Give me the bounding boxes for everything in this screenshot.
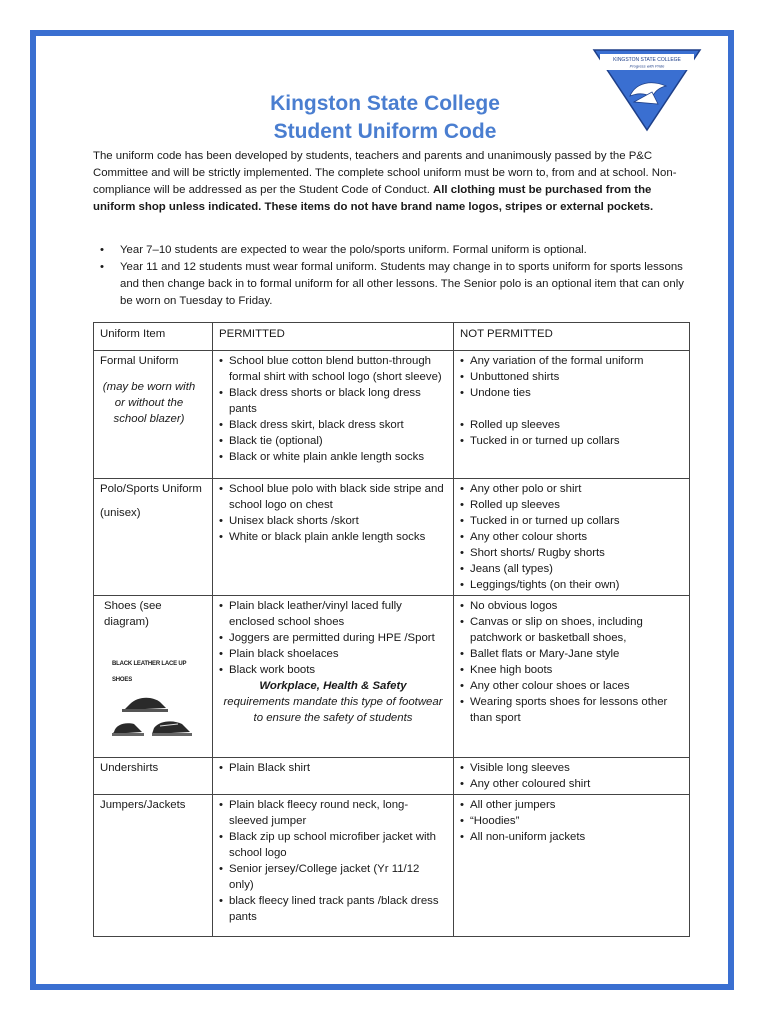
row-item-cell [94,795,213,937]
list-item: • Any other polo or shirt [460,481,683,497]
list-item: • School blue cotton blend button-through formal shirt with school logo (short sleeve) [219,353,447,385]
shoe-icon [108,688,198,748]
row-item-cell [94,351,213,479]
list-item: • Joggers are permitted during HPE /Sport [219,630,447,646]
list-item: • Leggings/tights (on their own) [460,577,683,593]
whs-text: requirements mandate this type of footwear to ensure the safety of students [223,696,443,724]
not-permitted-cell [454,758,690,795]
list-item: • All other jumpers [460,797,683,813]
row-item-cell [94,596,213,758]
row-item-note: (unisex) [100,507,141,519]
header-not-permitted: NOT PERMITTED [454,323,690,351]
list-item: • Tucked in or turned up collars [460,513,683,529]
list-item: • Plain black leather/vinyl laced fully enclosed school shoes [219,598,447,630]
year-rule-item: • Year 11 and 12 students must wear formal uniform. Students may change in to sports uniform for sports lessons and then change back in to formal uniform for all other lessons. The Senior polo is an optional item that can only be worn on Tuesday to Friday. [100,261,684,307]
list-item: • Any variation of the formal uniform [460,353,683,369]
logo-name-text: KINGSTON STATE COLLEGE [613,57,681,63]
whs-title: Workplace, Health & Safety [259,680,407,692]
permitted-cell [213,795,454,937]
permitted-cell [213,596,454,758]
list-item: • Plain black shoelaces [219,646,447,662]
list-item: • Canvas or slip on shoes, including patchwork or basketball shoes, [460,614,683,646]
table-row [94,596,690,758]
list-item: • Knee high boots [460,662,683,678]
list-item: • Any other colour shorts [460,529,683,545]
list-item: • Black dress shorts or black long dress pants [219,385,447,417]
list-item: • No obvious logos [460,598,683,614]
row-item-label: Undershirts [100,762,159,774]
list-item: • Tucked in or turned up collars [460,433,683,449]
row-item-label: Polo/Sports Uniform [100,483,202,495]
row-item-cell [94,758,213,795]
intro-paragraph [93,148,685,216]
list-item: • black fleecy lined track pants /black dress pants [219,893,447,925]
header-permitted: PERMITTED [213,323,454,351]
list-item: • Visible long sleeves [460,760,683,776]
header-uniform-item: Uniform Item [94,323,213,351]
table-row [94,795,690,937]
permitted-cell [213,351,454,479]
logo-motto-text: Progress with Pride [629,63,665,69]
permitted-cell [213,758,454,795]
list-item: • Rolled up sleeves [460,417,683,433]
list-item: • Black work boots [219,662,447,678]
list-item: • Unbuttoned shirts [460,369,683,385]
year-rules-list [98,242,686,310]
table-row [94,758,690,795]
list-item: • “Hoodies” [460,813,683,829]
table-row [94,479,690,596]
list-item: • Wearing sports shoes for lessons other than sport [460,694,683,726]
year-rule-item: • Year 7–10 students are expected to wear the polo/sports uniform. Formal uniform is optional. [100,244,587,256]
list-item: • Black or white plain ankle length socks [219,449,447,465]
list-item: • Black zip up school microfiber jacket with school logo [219,829,447,861]
row-item-label: Formal Uniform [100,355,179,367]
list-item: • Undone ties [460,385,683,401]
page-title-line2: Student Uniform Code [273,120,497,143]
shoe-diagram-label: BLACK LEATHER LACE UP SHOES [112,661,187,683]
row-item-label: Jumpers/Jackets [100,799,186,811]
list-item: • Black dress skirt, black dress skort [219,417,447,433]
intro-bold-text: All clothing must be purchased from the uniform shop unless indicated. These items do not have brand name logos, stripes or external pockets. [93,184,654,213]
permitted-cell [213,479,454,596]
page-title-line1: Kingston State College [270,92,500,115]
list-item: • Rolled up sleeves [460,497,683,513]
table-header-row [94,323,690,351]
list-item: • Short shorts/ Rugby shorts [460,545,683,561]
list-item: • Plain Black shirt [219,760,447,776]
not-permitted-cell [454,479,690,596]
list-item: • All non-uniform jackets [460,829,683,845]
list-item: • Black tie (optional) [219,433,447,449]
not-permitted-cell [454,795,690,937]
intro-text: The uniform code has been developed by students, teachers and parents and unanimously passed by the P&C Committee and will be strictly implemented. The complete school uniform must be worn to, from and at school. Non-compliance will be addressed as per the Student Code of Conduct. [93,150,677,196]
list-item: • Senior jersey/College jacket (Yr 11/12 only) [219,861,447,893]
table-row [94,351,690,479]
list-item: • Any other coloured shirt [460,776,683,792]
list-item: • White or black plain ankle length socks [219,529,447,545]
shoe-diagram [108,656,206,753]
list-item: • Jeans (all types) [460,561,683,577]
uniform-table [93,322,690,937]
row-item-note: (may be worn with or without the school blazer) [102,381,196,425]
not-permitted-cell [454,351,690,479]
not-permitted-cell [454,596,690,758]
row-item-cell [94,479,213,596]
list-item: • Ballet flats or Mary-Jane style [460,646,683,662]
list-item: • Unisex black shorts /skort [219,513,447,529]
row-item-label: Shoes (see diagram) [104,600,162,628]
list-item: • Plain black fleecy round neck, long-sleeved jumper [219,797,447,829]
list-item: • Any other colour shoes or laces [460,678,683,694]
list-item: • School blue polo with black side stripe and school logo on chest [219,481,447,513]
